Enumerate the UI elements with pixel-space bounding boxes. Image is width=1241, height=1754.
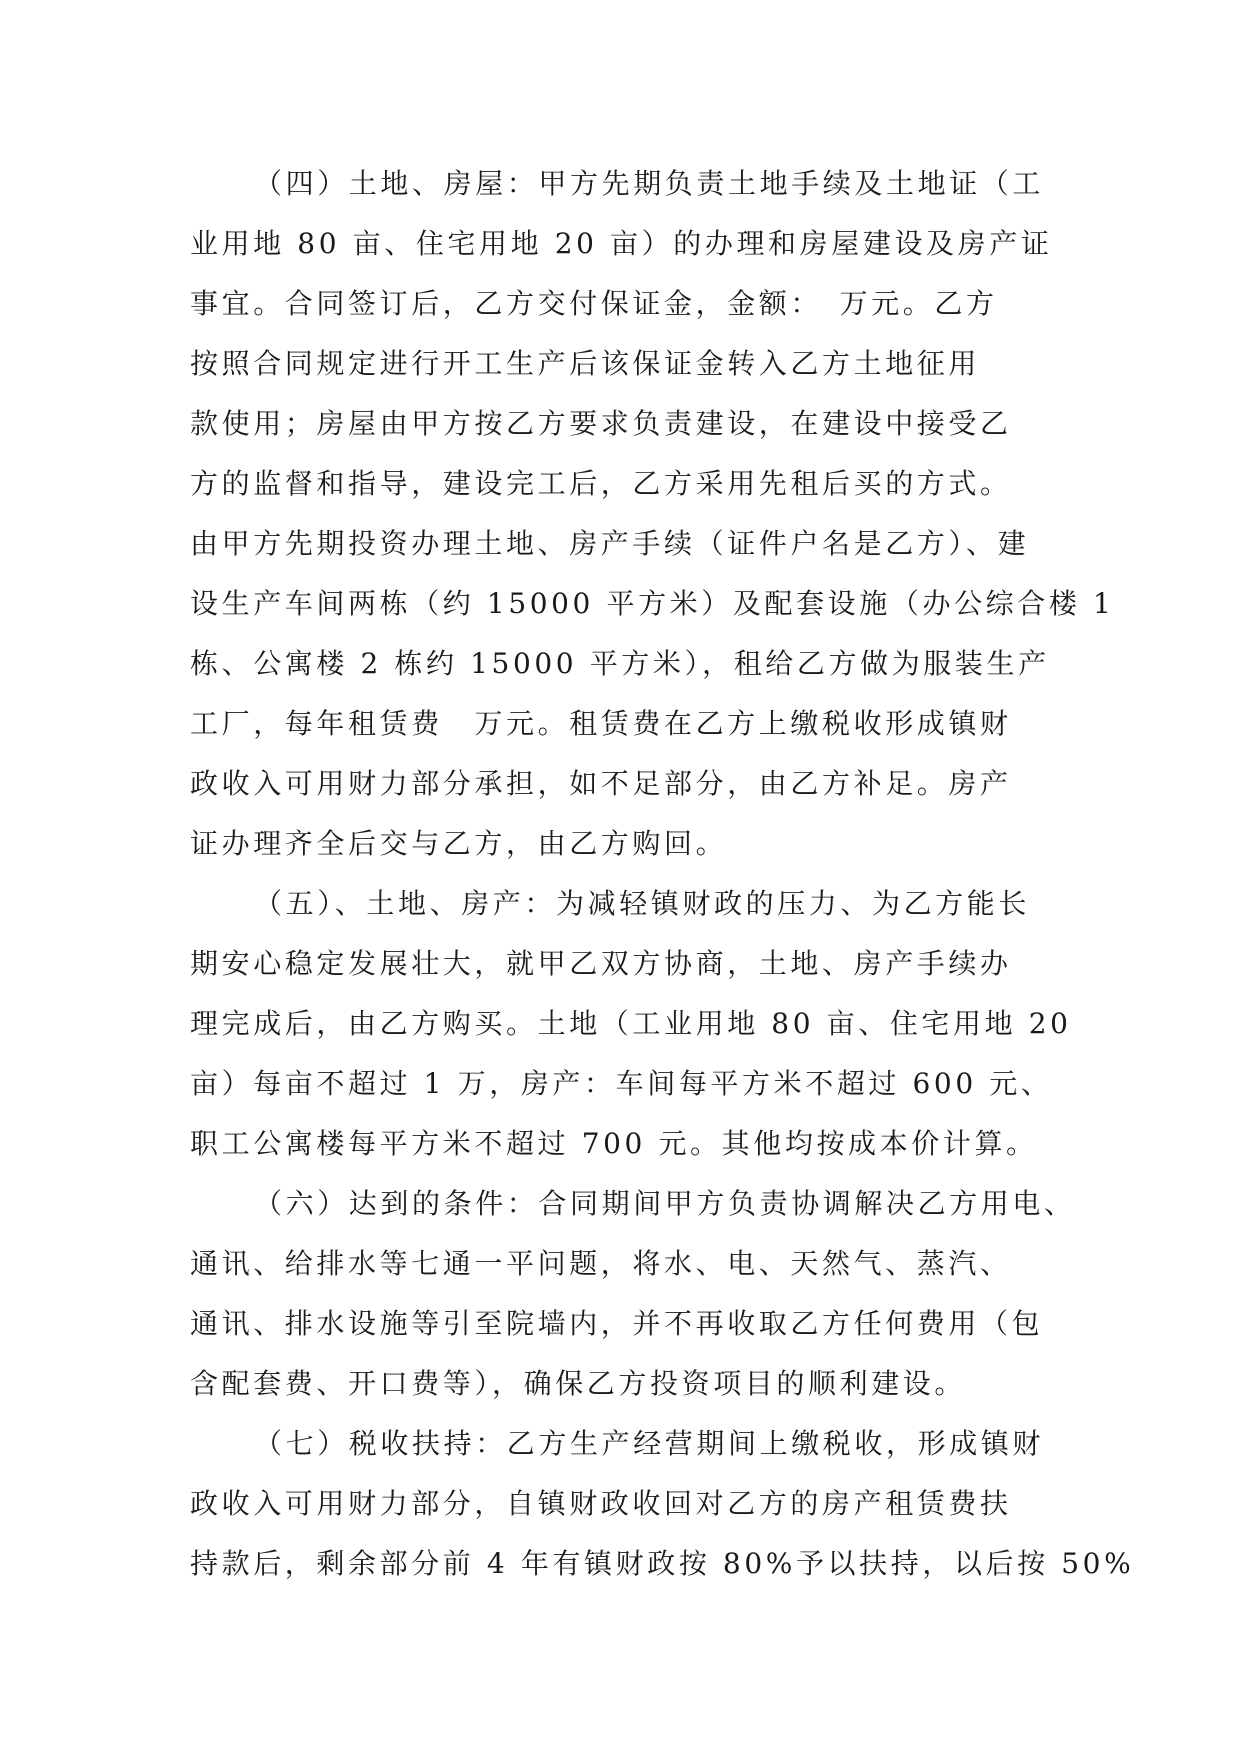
text-line: 通讯、给排水等七通一平问题，将水、电、天然气、蒸汽、 [190, 1247, 1012, 1280]
text-line: （四）土地、房屋：甲方先期负责土地手续及土地证（工 [254, 167, 1045, 200]
text-line: 政收入可用财力部分承担，如不足部分，由乙方补足。房产 [190, 767, 1012, 800]
text-line: 业用地 80 亩、住宅用地 20 亩）的办理和房屋建设及房产证 [190, 227, 1053, 260]
text-line: 持款后，剩余部分前 4 年有镇财政按 80%予以扶持，以后按 50% [190, 1547, 1135, 1580]
paragraph-section-7 [190, 1414, 1135, 1594]
text-line: 款使用；房屋由甲方按乙方要求负责建设，在建设中接受乙 [190, 407, 1012, 440]
text-line: 期安心稳定发展壮大，就甲乙双方协商，土地、房产手续办 [190, 947, 1012, 980]
text-line: 证办理齐全后交与乙方，由乙方购回。 [190, 827, 728, 860]
text-line: 由甲方先期投资办理土地、房产手续（证件户名是乙方）、建 [190, 527, 1030, 560]
text-line: 政收入可用财力部分，自镇财政收回对乙方的房产租赁费扶 [190, 1487, 1012, 1520]
paragraph-section-4 [190, 154, 1115, 874]
text-line: 栋、公寓楼 2 栋约 15000 平方米），租给乙方做为服装生产 [190, 647, 1050, 680]
text-line: 工厂，每年租赁费 万元。租赁费在乙方上缴税收形成镇财 [190, 707, 1012, 740]
text-line: 方的监督和指导，建设完工后，乙方采用先租后买的方式。 [190, 467, 1012, 500]
document-body [190, 154, 1135, 1594]
text-line: 理完成后，由乙方购买。土地（工业用地 80 亩、住宅用地 20 [190, 1007, 1072, 1040]
text-line: 设生产车间两栋（约 15000 平方米）及配套设施（办公综合楼 1 [190, 587, 1115, 620]
text-line: （七）税收扶持：乙方生产经营期间上缴税收，形成镇财 [254, 1427, 1045, 1460]
text-line: 事宜。合同签订后，乙方交付保证金，金额： 万元。乙方 [190, 287, 998, 320]
text-line: 按照合同规定进行开工生产后该保证金转入乙方土地征用 [190, 347, 981, 380]
text-line: 含配套费、开口费等），确保乙方投资项目的顺利建设。 [190, 1367, 967, 1400]
text-line: 职工公寓楼每平方米不超过 700 元。其他均按成本价计算。 [190, 1127, 1038, 1160]
paragraph-section-5 [190, 874, 1070, 1174]
text-line: （五）、土地、房产：为减轻镇财政的压力、为乙方能长 [254, 887, 1031, 920]
text-line: （六）达到的条件：合同期间甲方负责协调解决乙方用电、 [254, 1187, 1076, 1220]
paragraph-section-6 [190, 1174, 1076, 1414]
text-line: 通讯、排水设施等引至院墙内，并不再收取乙方任何费用（包 [190, 1307, 1044, 1340]
text-line: 亩）每亩不超过 1 万，房产：车间每平方米不超过 600 元、 [190, 1067, 1053, 1100]
